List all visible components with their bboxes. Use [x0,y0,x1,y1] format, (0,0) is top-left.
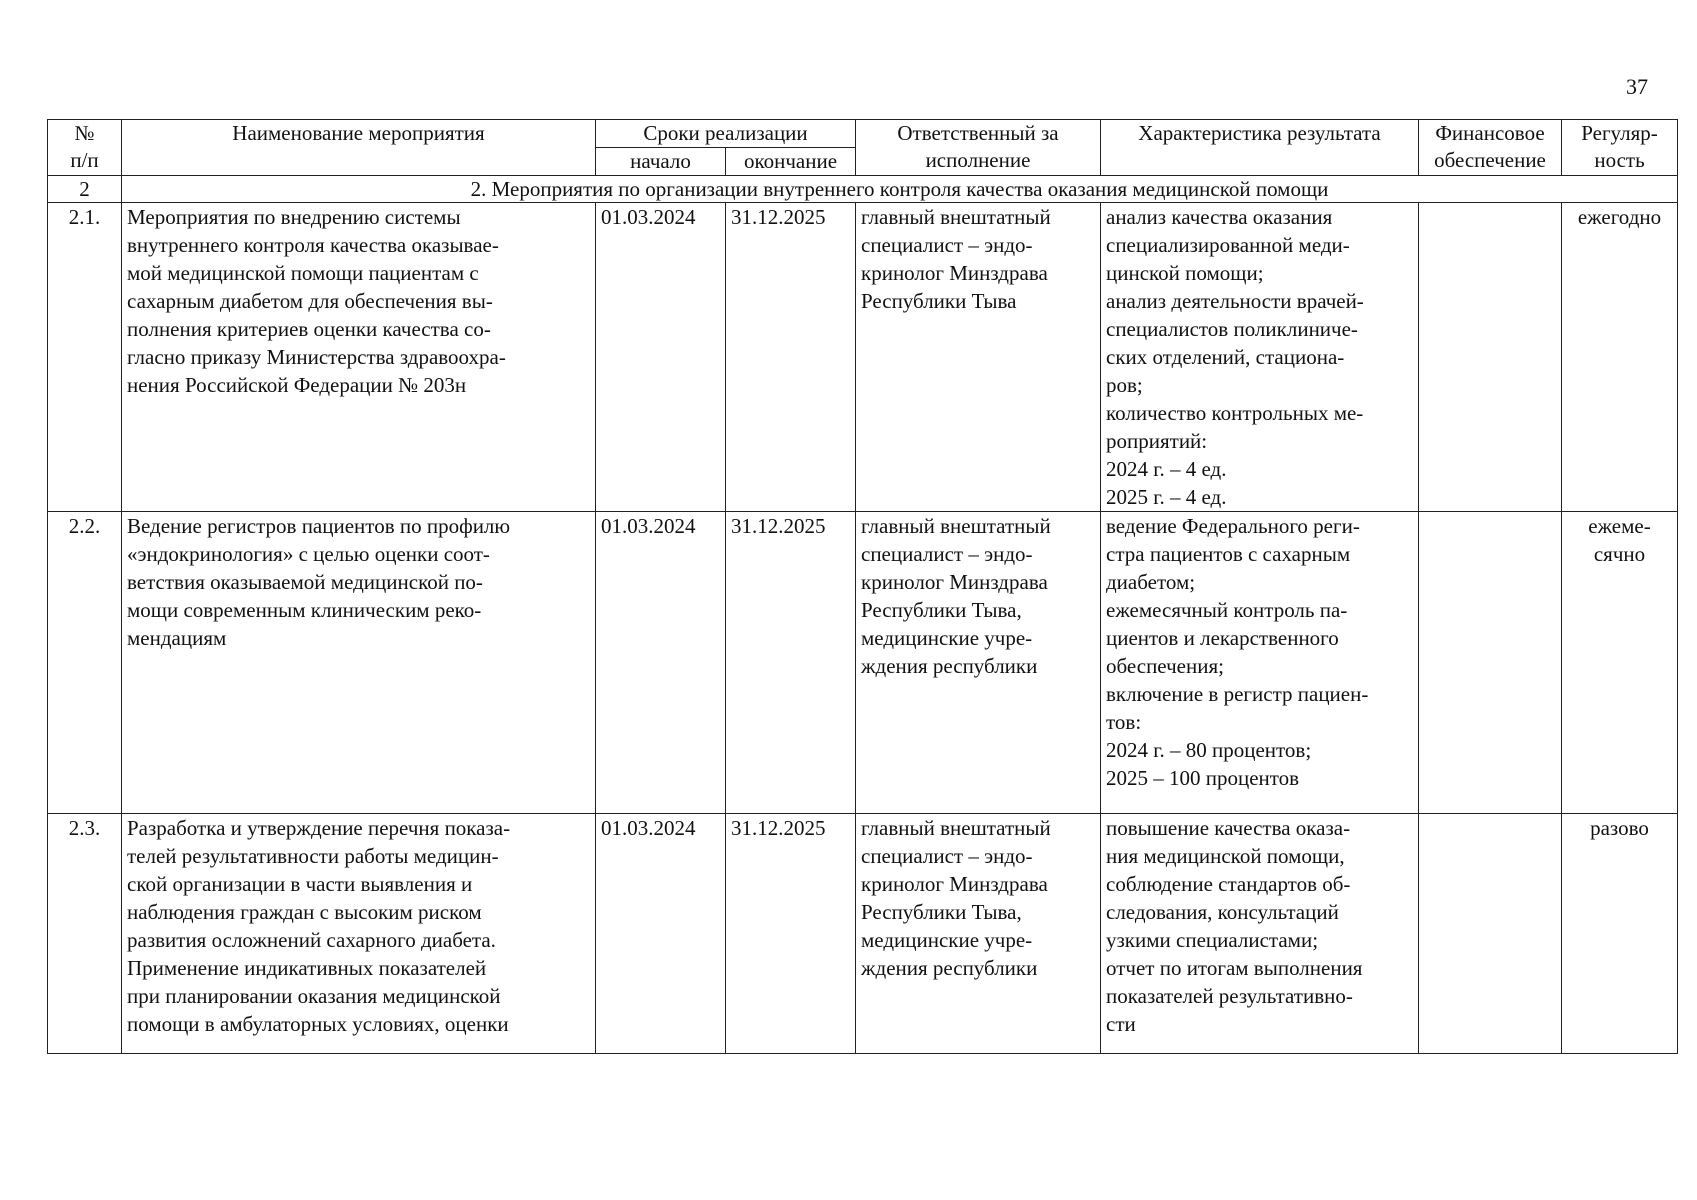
header-responsible-line2: исполнение [925,148,1031,172]
header-finance [1419,120,1562,176]
activity-name-line: Разработка и утверждение перечня показа- [127,816,511,840]
finance [1419,203,1562,512]
result-line: включение в регистр пациен- [1106,682,1369,706]
result-line: следования, консультаций [1106,900,1339,924]
table-row [48,814,1678,1054]
section-num: 2 [48,176,122,203]
result-line: повышение качества оказа- [1106,816,1351,840]
activity-name-line: ской организации в части выявления и [127,872,473,896]
result-line: цинской помощи; [1106,261,1264,285]
result-line: ведение Федерального реги- [1106,514,1360,538]
header-finance-line1: Финансовое [1435,121,1545,145]
result-line: обеспечения; [1106,654,1224,678]
result-line: роприятий: [1106,429,1208,453]
activities-table [47,119,1678,1054]
result-line: 2025 г. – 4 ед. [1106,485,1227,509]
activity-name [122,814,596,1054]
result-line: ров; [1106,373,1143,397]
header-regularity-line1: Регуляр- [1581,121,1658,145]
result-line: анализ качества оказания [1106,205,1333,229]
row-number: 2.1. [48,203,122,512]
result-line: анализ деятельности врачей- [1106,289,1364,313]
rows-body [48,203,1678,1054]
activity-name-line: Применение индикативных показателей [127,956,487,980]
activity-name-line: «эндокринология» с целью оценки соот- [127,542,490,566]
activity-name-line: помощи в амбулаторных условиях, оценки [127,1012,509,1036]
responsible-line: ждения республики [861,654,1038,678]
header-name: Наименование мероприятия [122,120,596,176]
responsible-line: главный внештатный [861,205,1051,229]
row-number: 2.3. [48,814,122,1054]
responsible-line: Республики Тыва, [861,598,1022,622]
responsible-line: специалист – эндо- [861,542,1033,566]
activity-name-line: внутреннего контроля качества оказывае- [127,233,499,257]
responsible-line: специалист – эндо- [861,233,1033,257]
responsible-line: кринолог Минздрава [861,570,1048,594]
responsible-line: главный внештатный [861,514,1051,538]
result-line: специалистов поликлиниче- [1106,317,1358,341]
header-row-1 [48,120,1678,148]
row-number: 2.2. [48,512,122,814]
result-line: показателей результативно- [1106,984,1353,1008]
responsible-line: ждения республики [861,956,1038,980]
result-line: 2024 г. – 4 ед. [1106,457,1227,481]
header-period: Сроки реализации [596,120,856,148]
responsible [856,512,1101,814]
finance [1419,814,1562,1054]
activity-name-line: Ведение регистров пациентов по профилю [127,514,511,538]
result-line: отчет по итогам выполнения [1106,956,1363,980]
activity-name [122,203,596,512]
header-end: окончание [726,148,856,176]
regularity-line: ежегодно [1577,205,1662,229]
activity-name-line: наблюдения граждан с высоким риском [127,900,482,924]
table-row [48,512,1678,814]
result-line: тов: [1106,710,1142,734]
result-line: ежемесячный контроль па- [1106,598,1348,622]
finance [1419,512,1562,814]
result-line: ния медицинской помощи, [1106,844,1345,868]
result-line: циентов и лекарственного [1106,626,1339,650]
header-result: Характеристика результата [1101,120,1419,176]
result-description [1101,814,1419,1054]
result-line: количество контрольных ме- [1106,401,1364,425]
activity-name-line: ветствия оказываемой медицинской по- [127,570,483,594]
activity-name [122,512,596,814]
header-finance-line2: обеспечение [1434,148,1546,172]
activity-name-line: развития осложнений сахарного диабета. [127,928,496,952]
header-regularity-line2: ность [1594,148,1645,172]
activity-name-line: Мероприятия по внедрению системы [127,205,461,229]
result-line: диабетом; [1106,570,1196,594]
end-date: 31.12.2025 [726,814,856,1054]
header-num-line2: п/п [70,148,99,172]
result-line: специализированной меди- [1106,233,1350,257]
responsible-line: медицинские учре- [861,928,1033,952]
responsible-line: Республики Тыва [861,289,1017,313]
responsible-line: медицинские учре- [861,626,1033,650]
responsible-line: специалист – эндо- [861,844,1033,868]
header-regularity [1562,120,1678,176]
start-date: 01.03.2024 [596,814,726,1054]
activity-name-line: полнения критериев оценки качества со- [127,317,491,341]
end-date: 31.12.2025 [726,203,856,512]
activity-name-line: при планировании оказания медицинской [127,984,501,1008]
header-responsible-line1: Ответственный за [897,121,1059,145]
result-line: 2025 – 100 процентов [1106,766,1300,790]
section-row [48,176,1678,203]
header-start: начало [596,148,726,176]
activity-name-line: гласно приказу Министерства здравоохра- [127,345,506,369]
activity-name-line: мендациям [127,626,227,650]
header-num [48,120,122,176]
activity-name-line: телей результативности работы медицин- [127,844,499,868]
activity-name-line: сахарным диабетом для обеспечения вы- [127,289,493,313]
activity-name-line: мощи современным клиническим реко- [127,598,482,622]
regularity-line: сячно [1593,542,1646,566]
header-num-line1: № [74,121,95,145]
regularity-line: ежеме- [1588,514,1651,538]
responsible-line: главный внештатный [861,816,1051,840]
page-number: 37 [1626,74,1648,99]
regularity [1562,203,1678,512]
result-description [1101,203,1419,512]
result-line: сти [1106,1012,1136,1036]
result-line: узкими специалистами; [1106,928,1319,952]
responsible-line: кринолог Минздрава [861,261,1048,285]
responsible-line: Республики Тыва, [861,900,1022,924]
responsible [856,814,1101,1054]
table-row [48,203,1678,512]
activity-name-line: мой медицинской помощи пациентам с [127,261,479,285]
end-date: 31.12.2025 [726,512,856,814]
header-responsible [856,120,1101,176]
start-date: 01.03.2024 [596,512,726,814]
result-description [1101,512,1419,814]
activity-name-line: нения Российской Федерации № 203н [127,373,467,397]
result-line: ских отделений, стациона- [1106,345,1345,369]
result-line: 2024 г. – 80 процентов; [1106,738,1312,762]
regularity [1562,814,1678,1054]
responsible-line: кринолог Минздрава [861,872,1048,896]
responsible [856,203,1101,512]
result-line: стра пациентов с сахарным [1106,542,1351,566]
start-date: 01.03.2024 [596,203,726,512]
result-line: соблюдение стандартов об- [1106,872,1351,896]
regularity [1562,512,1678,814]
regularity-line: разово [1590,816,1649,840]
section-title: 2. Мероприятия по организации внутреннего контроля качества оказания медицинской помощи [122,176,1678,203]
